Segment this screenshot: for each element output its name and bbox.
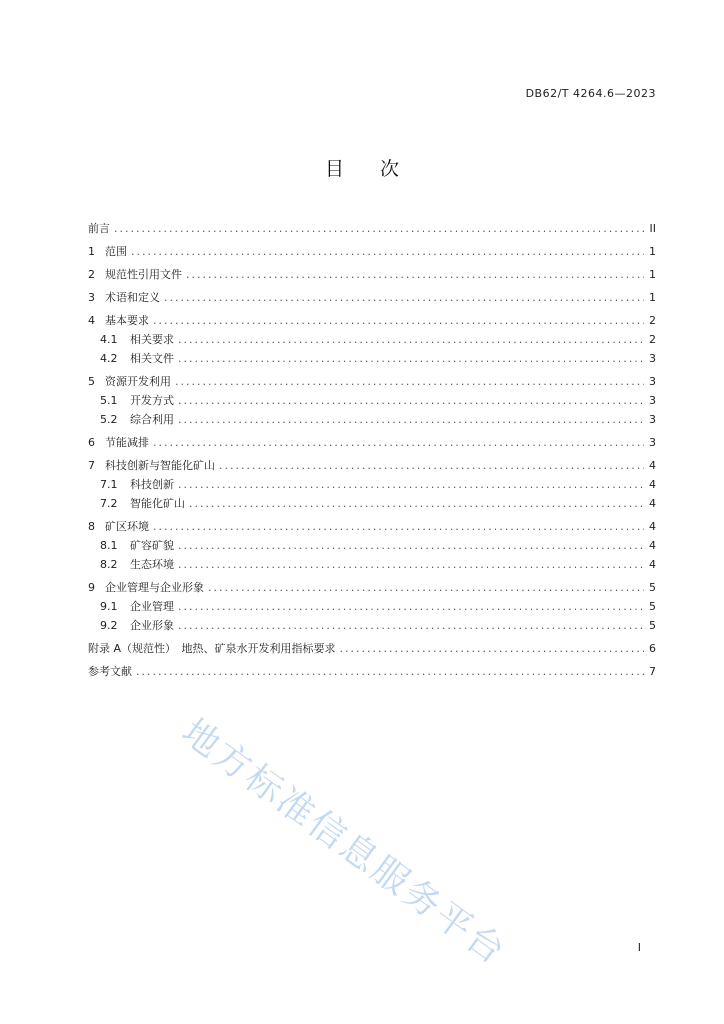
toc-entry[interactable] bbox=[88, 639, 656, 658]
toc-entry-label: 附录 A（规范性） 地热、矿泉水开发利用指标要求 bbox=[88, 642, 336, 655]
toc-entry-label: 基本要求 bbox=[105, 314, 149, 327]
toc-entry-label: 科技创新 bbox=[130, 478, 174, 491]
toc-entry-label: 智能化矿山 bbox=[130, 497, 185, 510]
toc-entry-number: 8.1 bbox=[100, 539, 118, 552]
toc-leader-dots bbox=[178, 555, 644, 574]
toc-entry-number: 4 bbox=[88, 314, 95, 327]
toc-leader-dots bbox=[208, 578, 644, 597]
toc-entry-number: 9.2 bbox=[100, 619, 118, 632]
toc-leader-dots bbox=[189, 494, 644, 513]
toc-entry-label: 企业管理与企业形象 bbox=[105, 581, 204, 594]
toc-entry-page: 5 bbox=[649, 619, 656, 632]
toc-entry[interactable] bbox=[88, 372, 656, 391]
toc-entry[interactable] bbox=[88, 242, 656, 261]
toc-entry-page: 3 bbox=[649, 436, 656, 449]
toc-leader-dots bbox=[178, 475, 644, 494]
toc-entry[interactable] bbox=[88, 349, 656, 368]
toc-entry-number: 7.1 bbox=[100, 478, 118, 491]
watermark: 地方标准信息服务平台 bbox=[174, 711, 514, 974]
toc-entry[interactable] bbox=[88, 517, 656, 536]
toc-entry[interactable] bbox=[88, 597, 656, 616]
toc-leader-dots bbox=[178, 391, 644, 410]
toc-entry-page: 6 bbox=[649, 642, 656, 655]
toc-entry[interactable] bbox=[88, 433, 656, 452]
toc-entry-label: 相关要求 bbox=[130, 333, 174, 346]
toc-entry-label: 科技创新与智能化矿山 bbox=[105, 459, 215, 472]
toc-leader-dots bbox=[178, 349, 644, 368]
toc-entry[interactable] bbox=[88, 494, 656, 513]
toc-entry-number: 8 bbox=[88, 520, 95, 533]
toc-leader-dots bbox=[186, 265, 644, 284]
toc-entry-label: 术语和定义 bbox=[105, 291, 160, 304]
toc-leader-dots bbox=[178, 597, 644, 616]
toc-entry-number: 2 bbox=[88, 268, 95, 281]
toc-entry-number: 9.1 bbox=[100, 600, 118, 613]
toc-entry-number: 4.1 bbox=[100, 333, 118, 346]
toc-entry-page: 4 bbox=[649, 520, 656, 533]
toc-entry[interactable] bbox=[88, 219, 656, 238]
toc-entry-label: 资源开发利用 bbox=[105, 375, 171, 388]
toc-entry-label: 矿区环境 bbox=[105, 520, 149, 533]
toc-entry[interactable] bbox=[88, 330, 656, 349]
toc-leader-dots bbox=[178, 330, 644, 349]
toc-entry-number: 9 bbox=[88, 581, 95, 594]
toc-entry[interactable] bbox=[88, 288, 656, 307]
toc-entry-label: 企业形象 bbox=[130, 619, 174, 632]
toc-entry-label: 规范性引用文件 bbox=[105, 268, 182, 281]
toc-entry-label: 企业管理 bbox=[130, 600, 174, 613]
toc-entry-page: 4 bbox=[649, 558, 656, 571]
toc-entry-number: 1 bbox=[88, 245, 95, 258]
toc-entry-number: 4.2 bbox=[100, 352, 118, 365]
toc-entry-page: 1 bbox=[649, 268, 656, 281]
toc-entry-label: 综合利用 bbox=[130, 413, 174, 426]
title-char-1: 目 bbox=[324, 158, 344, 180]
toc-leader-dots bbox=[178, 410, 644, 429]
toc-entry-page: 2 bbox=[649, 314, 656, 327]
document-code: DB62/T 4264.6—2023 bbox=[525, 87, 656, 100]
toc-entry-number: 5.1 bbox=[100, 394, 118, 407]
toc-leader-dots bbox=[219, 456, 644, 475]
toc-entry-number: 6 bbox=[88, 436, 95, 449]
toc-entry[interactable] bbox=[88, 662, 656, 681]
toc-entry-number: 8.2 bbox=[100, 558, 118, 571]
toc-leader-dots bbox=[153, 433, 644, 452]
toc-entry-page: 4 bbox=[649, 459, 656, 472]
toc-entry-label: 范围 bbox=[105, 245, 127, 258]
toc-leader-dots bbox=[153, 311, 644, 330]
toc-entry-label: 矿容矿貌 bbox=[130, 539, 174, 552]
toc-entry-number: 7.2 bbox=[100, 497, 118, 510]
toc-entry-page: 4 bbox=[649, 478, 656, 491]
toc-entry-page: 4 bbox=[649, 497, 656, 510]
toc-entry-label: 生态环境 bbox=[130, 558, 174, 571]
toc-leader-dots bbox=[178, 616, 644, 635]
toc-leader-dots bbox=[164, 288, 644, 307]
toc-entry[interactable] bbox=[88, 410, 656, 429]
toc-entry[interactable] bbox=[88, 616, 656, 635]
toc-entry-label: 相关文件 bbox=[130, 352, 174, 365]
title-char-2: 次 bbox=[380, 158, 400, 180]
toc-entry-page: 2 bbox=[649, 333, 656, 346]
toc-entry-page: 3 bbox=[649, 413, 656, 426]
toc-entry-page: 5 bbox=[649, 581, 656, 594]
toc-entry-page: 1 bbox=[649, 291, 656, 304]
toc-entry-label: 节能减排 bbox=[105, 436, 149, 449]
toc-leader-dots bbox=[136, 662, 644, 681]
toc-entry-number: 5.2 bbox=[100, 413, 118, 426]
toc-entry-page: 1 bbox=[649, 245, 656, 258]
toc-entry-number: 3 bbox=[88, 291, 95, 304]
toc-entry[interactable] bbox=[88, 456, 656, 475]
toc-leader-dots bbox=[114, 219, 644, 238]
toc-leader-dots bbox=[178, 536, 644, 555]
page-number: I bbox=[637, 941, 641, 954]
toc-entry-label: 参考文献 bbox=[88, 665, 132, 678]
toc-entry-label: 前言 bbox=[88, 222, 110, 235]
toc-leader-dots bbox=[340, 639, 644, 658]
toc-entry[interactable] bbox=[88, 555, 656, 574]
toc-entry-label: 开发方式 bbox=[130, 394, 174, 407]
toc-entry-page: 5 bbox=[649, 600, 656, 613]
toc-entry[interactable] bbox=[88, 536, 656, 555]
toc-entry[interactable] bbox=[88, 391, 656, 410]
toc-entry-number: 7 bbox=[88, 459, 95, 472]
toc-entry-page: 3 bbox=[649, 394, 656, 407]
toc-entry-page: 3 bbox=[649, 375, 656, 388]
toc-entry-page: 4 bbox=[649, 539, 656, 552]
toc-entry[interactable] bbox=[88, 475, 656, 494]
toc-leader-dots bbox=[175, 372, 644, 391]
toc-entry[interactable] bbox=[88, 311, 656, 330]
toc-leader-dots bbox=[131, 242, 644, 261]
toc-entry-page: 7 bbox=[649, 665, 656, 678]
page-title bbox=[0, 154, 724, 181]
toc-entry-number: 5 bbox=[88, 375, 95, 388]
toc-entry[interactable] bbox=[88, 578, 656, 597]
table-of-contents bbox=[88, 219, 656, 681]
toc-entry-page: II bbox=[649, 222, 656, 235]
toc-entry[interactable] bbox=[88, 265, 656, 284]
toc-entry-page: 3 bbox=[649, 352, 656, 365]
toc-leader-dots bbox=[153, 517, 644, 536]
